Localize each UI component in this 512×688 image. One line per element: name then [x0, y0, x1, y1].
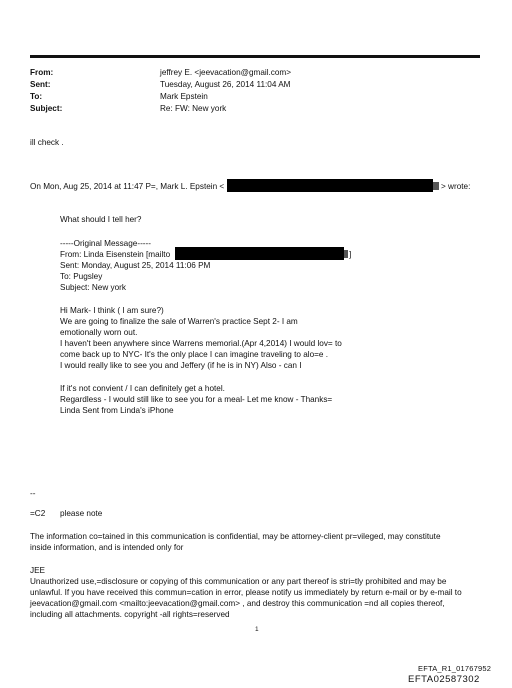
redaction-box [175, 247, 344, 260]
from-label: From: [30, 68, 54, 77]
redaction-box [344, 250, 348, 258]
disclaimer-line: including all attachments. copyright -all rights=reserved [30, 610, 230, 619]
message-line: emotionally worn out. [60, 328, 138, 337]
orig-sent: Sent: Monday, August 25, 2014 11:06 PM [60, 261, 211, 270]
question-text: What should I tell her? [60, 215, 142, 224]
disclaimer-line: unlawful. If you have received this commun=cation in error, please notify us immediately by return e-mail or by e-mail to [30, 588, 462, 597]
please-note: please note [60, 509, 103, 518]
disclaimer-line: The information co=tained in this communication is confidential, may be attorney-client pr=vileged, may constitute [30, 532, 441, 541]
sent-value: Tuesday, August 26, 2014 11:04 AM [160, 80, 291, 89]
orig-subject: Subject: New york [60, 283, 126, 292]
from-value: jeffrey E. <jeevacation@gmail.com> [160, 68, 292, 77]
jee-text: JEE [30, 566, 46, 575]
disclaimer-line: Unauthorized use,=disclosure or copying of this communication or any part thereof is stri=tly prohibited and may be [30, 577, 447, 586]
disclaimer-line: jeevacation@gmail.com <mailto:jeevacation@gmail.com> , and destroy this communication =nd all copies thereof, [30, 599, 445, 608]
sent-label: Sent: [30, 80, 51, 89]
message-line: I would really like to see you and Jeffery (if he is in NY) Also - can I [60, 361, 302, 370]
disclaimer-line: inside information, and is intended only for [30, 543, 184, 552]
orig-header: -----Original Message----- [60, 239, 151, 248]
subject-label: Subject: [30, 104, 63, 113]
bates-number-primary: EFTA_R1_01767952 [418, 664, 492, 673]
signature-dashes: -- [30, 489, 36, 498]
message-line: come back up to NYC- It's the only place I can imagine traveling to alo=e . [60, 350, 329, 359]
redaction-box [433, 182, 439, 190]
message-line: Linda Sent from Linda's iPhone [60, 406, 174, 415]
orig-from: From: Linda Eisenstein [mailto [60, 250, 171, 259]
c2-text: =C2 [30, 509, 46, 518]
message-line: Hi Mark- I think ( I am sure?) [60, 306, 164, 315]
orig-to: To: Pugsley [60, 272, 103, 281]
subject-value: Re: FW: New york [160, 104, 227, 113]
reply-text: ill check . [30, 138, 64, 147]
message-line: I haven't been anywhere since Warrens memorial.(Apr 4,2014) I would lov= to [60, 339, 342, 348]
message-line: If it's not convient / I can definitely get a hotel. [60, 384, 225, 393]
message-line: We are going to finalize the sale of Warren's practice Sept 2- I am [60, 317, 298, 326]
orig-from-end: ] [349, 250, 352, 259]
quote-intro-end: > wrote: [441, 182, 471, 191]
to-value: Mark Epstein [160, 92, 208, 101]
message-line: Regardless - I would still like to see you for a meal- Let me know - Thanks= [60, 395, 333, 404]
bates-number-secondary: EFTA02587302 [408, 674, 480, 685]
redaction-box [227, 179, 433, 192]
to-label: To: [30, 92, 43, 101]
quote-intro: On Mon, Aug 25, 2014 at 11:47 P=, Mark L. Epstein < [30, 182, 225, 191]
header-rule [30, 55, 480, 58]
page-number: 1 [255, 626, 259, 633]
